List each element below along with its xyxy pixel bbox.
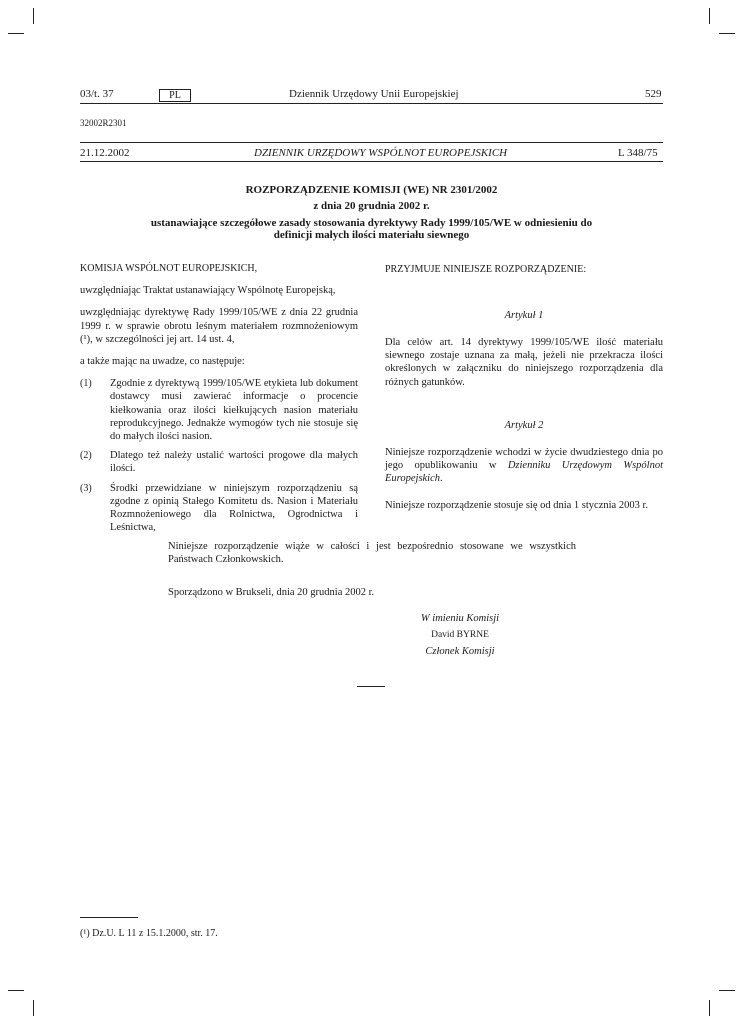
- whereas-intro: a także mając na uwadze, co następuje:: [80, 356, 245, 368]
- article-2-text-part1: Niniejsze rozporządzenie wchodzi w życie dwudziestego dnia po jego opublikowaniu w: [385, 447, 663, 472]
- footnote-text: Dz.U. L 11 z 15.1.2000, str. 17.: [92, 928, 218, 939]
- article-2-text: [385, 446, 663, 486]
- recital: [80, 377, 358, 443]
- recital-text: Dlatego też należy ustalić wartości progowe dla małych ilości.: [110, 450, 358, 475]
- article-2-text-part2: .: [440, 473, 443, 485]
- footnote-rule: [80, 917, 138, 918]
- header-volume: 03/t. 37: [80, 88, 114, 100]
- regulation-title: ROZPORZĄDZENIE KOMISJI (WE) NR 2301/2002: [245, 184, 498, 196]
- header-page-number: 529: [645, 88, 662, 100]
- adopts-line: PRZYJMUJE NINIEJSZE ROZPORZĄDZENIE:: [385, 264, 587, 275]
- crop-mark-bottom-right-v: [709, 1000, 710, 1016]
- regulation-date: z dnia 20 grudnia 2002 r.: [313, 200, 430, 212]
- binding-clause: Niniejsze rozporządzenie wiąże w całości i jest bezpośrednio stosowane we wszystkich Państwach Członkowskich.: [168, 541, 576, 566]
- recital-text: Zgodnie z dyrektywą 1999/105/WE etykieta lub dokument dostawcy musi zawierać informacje o procencie kiełkowania oraz ilości kiełkujących nasion materiału reprodukcyjnego. Jednakże wymogów tych nie stosuje się do małych ilości nasion.: [110, 378, 358, 443]
- signature-for: W imieniu Komisji: [420, 613, 500, 624]
- subheader-rule-bottom: [80, 161, 663, 162]
- footnote-mark: (¹): [80, 928, 90, 939]
- header-rule: [80, 103, 663, 104]
- article-1-text: Dla celów art. 14 dyrektywy 1999/105/WE ilość materiału siewnego zostaje uznana za małą, jeżeli nie przekracza ilości określonych w załączniku do niniejszego rozporządzenia dla różnych gatunków.: [385, 337, 663, 388]
- journal-name-italic: Dzienniku Urzędowym Wspólnot Europejskich: [385, 460, 664, 485]
- header-journal: Dziennik Urzędowy Unii Europejskiej: [289, 88, 459, 100]
- footnote: [80, 928, 218, 939]
- article-2-application-date: Niniejsze rozporządzenie stosuje się od dnia 1 stycznia 2003 r.: [385, 500, 649, 511]
- regulation-subject-line1: ustanawiające szczegółowe zasady stosowania dyrektywy Rady 1999/105/WE w odniesieniu do: [150, 217, 593, 229]
- subheader-rule-top: [80, 142, 663, 143]
- crop-mark-top-left-h: [8, 33, 24, 34]
- recital: [80, 449, 358, 475]
- language-box: PL: [159, 89, 191, 102]
- celex-number: 32002R2301: [80, 118, 127, 128]
- crop-mark-top-right-v: [709, 8, 710, 24]
- authority-line: KOMISJA WSPÓLNOT EUROPEJSKICH,: [80, 263, 258, 274]
- citation-directive: uwzględniając dyrektywę Rady 1999/105/WE z dnia 22 grudnia 1999 r. w sprawie obrotu leśnym materiałem rozmnożeniowym (¹), w szczególności jej art. 14 ust. 4,: [80, 307, 358, 345]
- article-1-heading: Artykuł 1: [504, 310, 544, 321]
- subheader-date: 21.12.2002: [80, 147, 130, 159]
- done-at: Sporządzono w Brukseli, dnia 20 grudnia 2002 r.: [168, 587, 375, 598]
- article-2-heading: Artykuł 2: [504, 420, 544, 431]
- subheader-journal: DZIENNIK URZĘDOWY WSPÓLNOT EUROPEJSKICH: [254, 147, 508, 159]
- signature-role: Członek Komisji: [425, 646, 495, 657]
- crop-mark-bottom-left-h: [8, 990, 24, 991]
- crop-mark-top-left-v: [33, 8, 34, 24]
- crop-mark-top-right-h: [719, 33, 735, 34]
- regulation-subject-line2: definicji małych ilości materiału siewnego: [273, 229, 470, 241]
- citation-treaty: uwzględniając Traktat ustanawiający Wspólnotę Europejską,: [80, 285, 336, 297]
- subheader-reference: L 348/75: [618, 147, 658, 159]
- crop-mark-bottom-right-h: [719, 990, 735, 991]
- recital-text: Środki przewidziane w niniejszym rozporządzeniu są zgodne z opinią Stałego Komitetu ds. Nasion i Materiału Rozmnożeniowego dla Rolnictwa, Ogrodnictwa i Leśnictwa,: [110, 482, 358, 534]
- recital-number: (1): [80, 378, 92, 390]
- signature-name: David BYRNE: [431, 630, 489, 640]
- recital: [80, 482, 358, 535]
- crop-mark-bottom-left-v: [33, 1000, 34, 1016]
- left-column: [80, 262, 358, 540]
- end-rule: [357, 686, 385, 687]
- recital-number: (3): [80, 482, 92, 494]
- recital-number: (2): [80, 450, 92, 462]
